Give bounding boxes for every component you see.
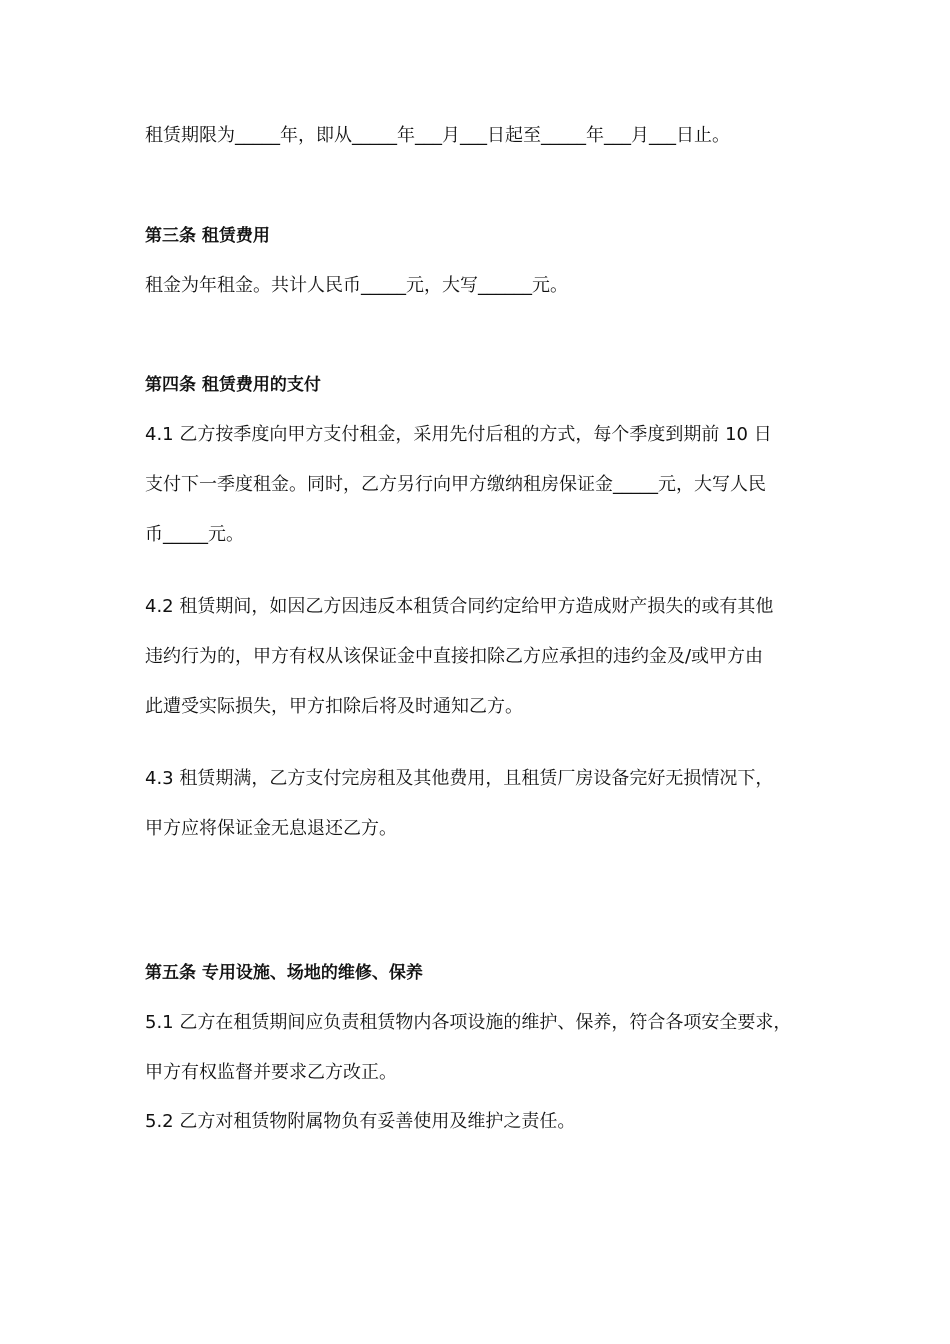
clause-5-1-line-1: 5.1 乙方在租赁期间应负责租赁物内各项设施的维护、保养，符合各项安全要求， — [145, 1012, 792, 1033]
article-4-heading: 第四条 租赁费用的支付 — [145, 375, 321, 395]
article-5-heading: 第五条 专用设施、场地的维修、保养 — [145, 963, 423, 983]
clause-5-2-text: 5.2 乙方对租赁物附属物负有妥善使用及维护之责任。 — [145, 1111, 576, 1132]
clause-4-1-line-2: 支付下一季度租金。同时，乙方另行向甲方缴纳租房保证金_____元，大写人民 — [145, 474, 766, 495]
clause-4-2-line-2: 违约行为的，甲方有权从该保证金中直接扣除乙方应承担的违约金及/或甲方由 — [145, 646, 764, 667]
clause-4-3-line-2: 甲方应将保证金无息退还乙方。 — [145, 818, 397, 839]
clause-4-2-line-1: 4.2 租赁期间，如因乙方因违反本租赁合同约定给甲方造成财产损失的或有其他 — [145, 596, 774, 617]
clause-4-3-line-1: 4.3 租赁期满，乙方支付完房租及其他费用，且租赁厂房设备完好无损情况下， — [145, 768, 774, 789]
clause-4-1-line-3: 币_____元。 — [145, 524, 244, 545]
clause-4-1-line-1: 4.1 乙方按季度向甲方支付租金，采用先付后租的方式，每个季度到期前 10 日 — [145, 424, 772, 445]
rent-amount-text: 租金为年租金。共计人民币_____元，大写______元。 — [145, 275, 568, 296]
lease-term-text: 租赁期限为_____年，即从_____年___月___日起至_____年___月___日止。 — [145, 125, 730, 146]
clause-5-1-line-2: 甲方有权监督并要求乙方改正。 — [145, 1062, 397, 1083]
clause-4-2-line-3: 此遭受实际损失，甲方扣除后将及时通知乙方。 — [145, 696, 523, 717]
article-3-heading: 第三条 租赁费用 — [145, 226, 270, 246]
